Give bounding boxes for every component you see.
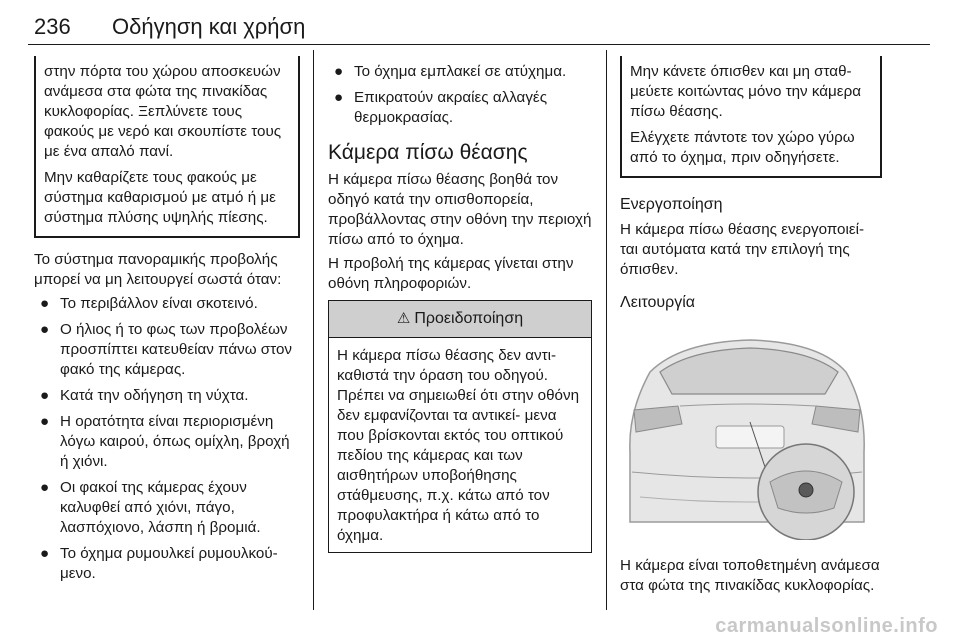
subsection-heading: Ενεργοποίηση [620,196,723,213]
section-heading: Κάμερα πίσω θέασης [328,141,528,164]
list-item: ● Ο ήλιος ή το φως των προβολέων προσπίπτει κατευθείαν πάνω στον φακό της κάμερας. [40,321,292,378]
intro-paragraph: Το σύστημα πανοραμικής προβολής μπορεί να μη λειτουργεί σωστά όταν: [34,251,282,288]
warning-box [328,300,592,553]
body-paragraph: Η κάμερα πίσω θέασης βοηθά τον οδηγό κατά την οπισθοπορεία, προβάλλοντας στην οθόνη την περιοχή πίσω από το όχημα. [328,171,592,248]
body-paragraph: Η κάμερα πίσω θέασης ενεργοποιεί- ται αυτόματα κατά την επιλογή της όπισθεν. [620,221,865,278]
list-item: ● Η ορατότητα είναι περιορισμένη λόγω καιρού, όπως ομίχλη, βροχή ή χιόνι. [40,413,290,470]
warning-icon: ⚠ [396,310,411,327]
subsection-heading: Λειτουργία [620,294,696,311]
list-item: ● Το περιβάλλον είναι σκοτεινό. [40,295,258,312]
box-paragraph: στην πόρτα του χώρου αποσκευών ανάμεσα στα φώτα της πινακίδας κυκλοφορίας. Ξεπλύνετε τους φακούς με νερό και σκουπίστε τους με ένα απαλό πανί. [44,63,282,160]
column-middle [328,62,592,553]
warning-header [329,301,591,338]
box-paragraph: Μην καθαρίζετε τους φακούς με σύστημα καθαρισμού με ατμό ή με σύστημα πλύσης υψηλής πίεσης. [44,169,276,226]
condition-list [328,62,592,128]
rear-camera-illustration [620,332,872,540]
warning-title: Προειδοποίηση [414,310,524,327]
figure-caption: Η κάμερα είναι τοποθετημένη ανάμεσα στα φώτα της πινακίδας κυκλοφορίας. [620,557,880,594]
warning-continuation-box [34,56,300,238]
box-paragraph: Μην κάνετε όπισθεν και μη σταθ- μεύετε κοιτώντας μόνο την κάμερα πίσω θέασης. [630,63,862,120]
list-item: ● Το όχημα ρυμουλκεί ρυμουλκού- μενο. [40,545,278,582]
box-paragraph: Ελέγχετε πάντοτε τον χώρο γύρω από το όχημα, πριν οδηγήσετε. [630,129,855,166]
warning-text: Η κάμερα πίσω θέασης δεν αντι- καθιστά την όραση του οδηγού. Πρέπει να σημειωθεί ότι στην οθόνη δεν εμφανίζονται τα αντικεί- μενα που βρίσκονται εκτός του οπτικού πεδίου της κάμερας και των αισθητήρων υποβοήθησης στάθμευσης, π.χ. κάτω από τον προφυλακτήρα ή κάτω από το όχημα. [337,347,580,544]
list-item: ● Οι φακοί της κάμερας έχουν καλυφθεί από χιόνι, πάγο, λασπόχιονο, λάσπη ή βρομιά. [40,479,261,536]
watermark: carmanualsonline.info [715,615,938,637]
list-item: ● Το όχημα εμπλακεί σε ατύχημα. [334,63,567,80]
header-rule [28,44,930,45]
column-divider [313,50,314,610]
column-right [620,56,882,600]
body-paragraph: Η προβολή της κάμερας γίνεται στην οθόνη πληροφοριών. [328,255,574,292]
list-item: ● Επικρατούν ακραίες αλλαγές θερμοκρασίας. [334,89,548,126]
condition-list [34,294,300,584]
column-divider [606,50,607,610]
page-number: 236 [34,14,71,39]
warning-continuation-box [620,56,882,178]
section-title: Οδήγηση και χρήση [112,14,306,39]
column-left [34,56,300,590]
list-item: ● Κατά την οδήγηση τη νύχτα. [40,387,249,404]
page-header [34,14,305,40]
